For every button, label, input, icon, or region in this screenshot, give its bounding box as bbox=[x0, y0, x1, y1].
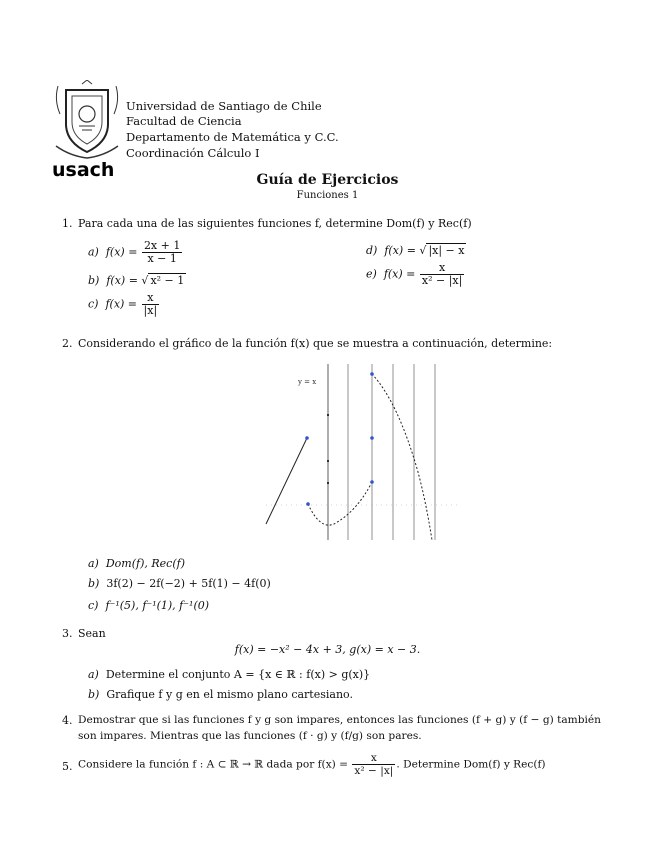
q3-item-b bbox=[88, 687, 353, 702]
q5-text1: Considere la función f : A ⊂ ℝ → ℝ dada por f(x) = bbox=[78, 758, 349, 771]
coordination-name: Coordinación Cálculo I bbox=[126, 146, 260, 160]
q1-c-denominator: |x| bbox=[143, 304, 158, 317]
q4-number: 4. bbox=[62, 714, 73, 727]
q1-item-e bbox=[366, 262, 465, 287]
q1-a-fraction bbox=[142, 240, 182, 265]
page-subtitle: Funciones 1 bbox=[296, 190, 359, 201]
q2-item-a bbox=[88, 556, 185, 571]
q3-number: 3. bbox=[62, 627, 73, 640]
q2-c-label: c) bbox=[88, 599, 99, 612]
q1-item-d: d) f(x) = √ |x| − x bbox=[366, 244, 465, 257]
q1-e-lhs: f(x) = bbox=[383, 267, 416, 281]
q1-e-denominator: x² − |x| bbox=[421, 274, 463, 287]
q1-c-lhs: f(x) = bbox=[105, 297, 138, 311]
q5-text2: . Determine Dom(f) y Rec(f) bbox=[396, 758, 546, 771]
graph-curve-middle bbox=[308, 484, 371, 525]
q1-e-fraction bbox=[420, 262, 464, 287]
q5-denominator: x² − |x| bbox=[354, 765, 394, 777]
page-title: Guía de Ejercicios bbox=[256, 172, 399, 188]
q1-d-lhs: f(x) = bbox=[384, 244, 416, 257]
q2-number: 2. bbox=[62, 337, 73, 350]
q5-fraction bbox=[352, 752, 395, 777]
usach-crest-icon bbox=[52, 80, 122, 164]
graph-gridlines bbox=[348, 364, 435, 540]
q2-item-c bbox=[88, 598, 209, 613]
q1-d-label: d) bbox=[366, 244, 378, 257]
graph-points bbox=[305, 372, 374, 506]
q2-a-label: a) bbox=[88, 557, 99, 570]
q2-a-text: Dom(f), Rec(f) bbox=[105, 557, 185, 570]
q2-item-b bbox=[88, 576, 271, 591]
q1-b-lhs: f(x) = bbox=[106, 274, 138, 287]
q1-text: Para cada una de las siguientes funciones f, determine Dom(f) y Rec(f) bbox=[78, 217, 472, 230]
q3-item-a bbox=[88, 667, 370, 682]
q2-text: Considerando el gráfico de la función f(x) que se muestra a continuación, determine: bbox=[78, 337, 553, 350]
q1-e-label: e) bbox=[366, 267, 377, 281]
q1-b-label: b) bbox=[88, 274, 100, 287]
graph-segment-left bbox=[266, 438, 307, 524]
q5-number: 5. bbox=[62, 760, 73, 773]
q1-number: 1. bbox=[62, 217, 73, 230]
q3-b-label: b) bbox=[88, 688, 100, 701]
university-name: Universidad de Santiago de Chile bbox=[126, 99, 322, 113]
q1-item-a bbox=[88, 240, 183, 265]
q1-a-lhs: f(x) = bbox=[105, 245, 138, 259]
q5-statement bbox=[78, 752, 546, 777]
graph-axis-label: y = x bbox=[298, 378, 317, 386]
q1-a-numerator: 2x + 1 bbox=[143, 239, 181, 252]
q3-text: Sean bbox=[78, 627, 106, 640]
q1-c-numerator: x bbox=[142, 292, 160, 305]
q1-c-fraction bbox=[142, 292, 160, 317]
function-graph bbox=[258, 362, 468, 542]
q1-a-denominator: x − 1 bbox=[147, 252, 177, 265]
q1-b-radicand: x² − 1 bbox=[150, 274, 185, 287]
graph-curve-right bbox=[372, 374, 432, 540]
q1-item-b: b) f(x) = √ x² − 1 bbox=[88, 274, 185, 287]
q5-numerator: x bbox=[352, 752, 395, 765]
q4-line1: Demostrar que si las funciones f y g son impares, entonces las funciones (f + g) y (f − g) también bbox=[78, 714, 601, 726]
q2-b-text: 3f(2) − 2f(−2) + 5f(1) − 4f(0) bbox=[106, 577, 271, 590]
faculty-name: Facultad de Ciencia bbox=[126, 114, 242, 128]
q3-a-label: a) bbox=[88, 668, 99, 681]
q2-b-label: b) bbox=[88, 577, 100, 590]
q1-a-label: a) bbox=[88, 245, 99, 259]
q3-formula: f(x) = −x² − 4x + 3, g(x) = x − 3. bbox=[234, 643, 421, 656]
q3-a-text: Determine el conjunto A = {x ∈ ℝ : f(x) > g(x)} bbox=[105, 668, 371, 681]
q2-c-text: f⁻¹(5), f⁻¹(1), f⁻¹(0) bbox=[105, 599, 210, 612]
q1-c-label: c) bbox=[88, 297, 99, 311]
department-name: Departamento de Matemática y C.C. bbox=[126, 130, 339, 144]
q4-line2: son impares. Mientras que las funciones (f · g) y (f/g) son pares. bbox=[78, 730, 422, 742]
logo-word: usach bbox=[52, 159, 115, 181]
q1-d-radicand: |x| − x bbox=[428, 244, 465, 257]
q3-b-text: Grafique f y g en el mismo plano cartesiano. bbox=[106, 688, 353, 701]
q1-e-numerator: x bbox=[420, 262, 464, 275]
q1-item-c bbox=[88, 292, 160, 317]
